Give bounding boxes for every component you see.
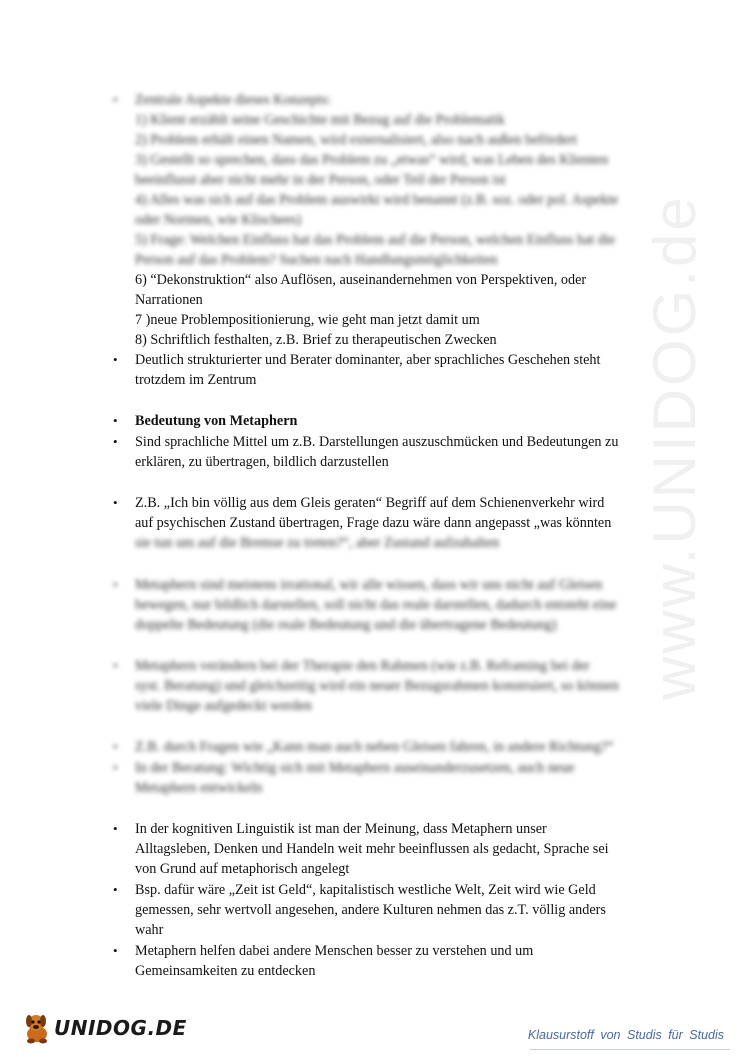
text-line: 7 )neue Problempositionierung, wie geht man jetzt damit um [135,312,480,328]
text-line: wahr [135,922,164,938]
text-line: Bsp. dafür wäre „Zeit ist Geld“, kapitalistisch westliche Welt, Zeit wird wie Geld [135,882,596,898]
text-line: Person auf das Problem? Suchen nach Handlungsmöglichkeiten [135,252,498,268]
text-line: erklären, zu übertragen, bildlich darzustellen [135,454,389,470]
text-line: bewegen, nur bildlich darstellen, soll nicht das reale darstellen, dadurch entsteht eine [135,597,617,613]
dog-icon [22,1012,52,1044]
text-line: Deutlich strukturierter und Berater dominanter, aber sprachliches Geschehen steht [135,352,601,368]
text-line: auf psychischen Zustand übertragen, Frage dazu wäre dann angepasst „was könnten [135,515,612,531]
bullet: • [113,434,118,449]
bullet: • [113,495,118,510]
unidog-logo[interactable] [22,1012,187,1044]
text-line: gemessen, sehr wertvoll angesehen, andere Kulturen nehmen das z.T. völlig anders [135,902,606,918]
bullet: • [113,882,118,897]
bullet: • [113,577,118,592]
text-line: In der Beratung: Wichtig sich mit Metaphern auseinanderzusetzen, auch neue [135,760,575,776]
bullet: • [113,739,118,754]
text-line: Alltagsleben, Denken und Handeln weit mehr beeinflussen als gedacht, Sprache sei [135,841,609,857]
bullet: • [113,352,118,367]
text-line: 8) Schriftlich festhalten, z.B. Brief zu therapeutischen Zwecken [135,332,497,348]
text-line: Z.B. „Ich bin völlig aus dem Gleis geraten“ Begriff auf dem Schienenverkehr wird [135,495,605,511]
text-line: Metaphern helfen dabei andere Menschen besser zu verstehen und um [135,943,534,959]
footer-tagline: Klausurstoff von Studis für Studis [527,1028,724,1042]
bullet: • [113,760,118,775]
text-line: von Grund auf metaphorisch angelegt [135,861,350,877]
text-line: Metaphern verändern bei der Therapie den Rahmen (wie z.B. Reframing bei der [135,658,590,674]
text-line: viele Dinge aufgedeckt werden [135,698,312,714]
bullet: • [113,413,118,428]
text-line: syst. Beratung) und gleichzeitig wird ein neuer Bezugsrahmen konstruiert, so können [135,678,619,694]
text-line: Metaphern sind meistens irrational, wir alle wissen, dass wir uns nicht auf Gleisen [135,577,603,593]
text-line: Gemeinsamkeiten zu entdecken [135,963,316,979]
text-line: trotzdem im Zentrum [135,372,257,388]
text-line: Z.B. durch Fragen wie „Kann man auch neben Gleisen fahren, in andere Richtung?“ [135,739,614,755]
section-heading: Bedeutung von Metaphern [135,413,298,429]
text-line: 4) Alles was sich auf das Problem auswirkt wird benannt (z.B. soz. oder pol. Aspekte [135,192,619,208]
text-line: Zentrale Aspekte dieses Konzepts: [135,92,331,108]
text-line: beeinflusst aber nicht mehr in der Person, oder Teil der Person ist [135,172,506,188]
text-line: sie tun um auf die Bremse zu treten?“, aber Zustand aufzuhalten [135,535,500,551]
bullet: • [113,943,118,958]
bullet: • [113,92,118,107]
text-line: 1) Klient erzählt seine Geschichte mit Bezug auf die Problematik [135,112,505,128]
text-line: Metaphern entwickeln [135,780,263,796]
text-line: 2) Problem erhält einen Namen, wird externalisiert, also nach außen befördert [135,132,578,148]
text-line: Sind sprachliche Mittel um z.B. Darstellungen auszuschmücken und Bedeutungen zu [135,434,619,450]
text-line: In der kognitiven Linguistik ist man der Meinung, dass Metaphern unser [135,821,547,837]
text-line: 6) “Dekonstruktion“ also Auflösen, auseinandernehmen von Perspektiven, oder [135,272,587,288]
logo-text: UNIDOG.DE [54,1016,187,1040]
bullet: • [113,658,118,673]
text-line: Narrationen [135,292,203,308]
text-line: 5) Frage: Welchen Einfluss hat das Problem auf die Person, welchen Einfluss hat die [135,232,616,248]
text-line: 3) Gestellt so sprechen, dass das Problem zu „etwas“ wird, was Leben des Klienten [135,152,609,168]
footer-rule [530,1049,730,1050]
bullet: • [113,821,118,836]
watermark: www.UNIDOG.de [641,194,708,700]
text-line: oder Normen, wie Klischees) [135,212,302,228]
text-line: doppelte Bedeutung (die reale Bedeutung und die übertragene Bedeutung) [135,617,557,633]
